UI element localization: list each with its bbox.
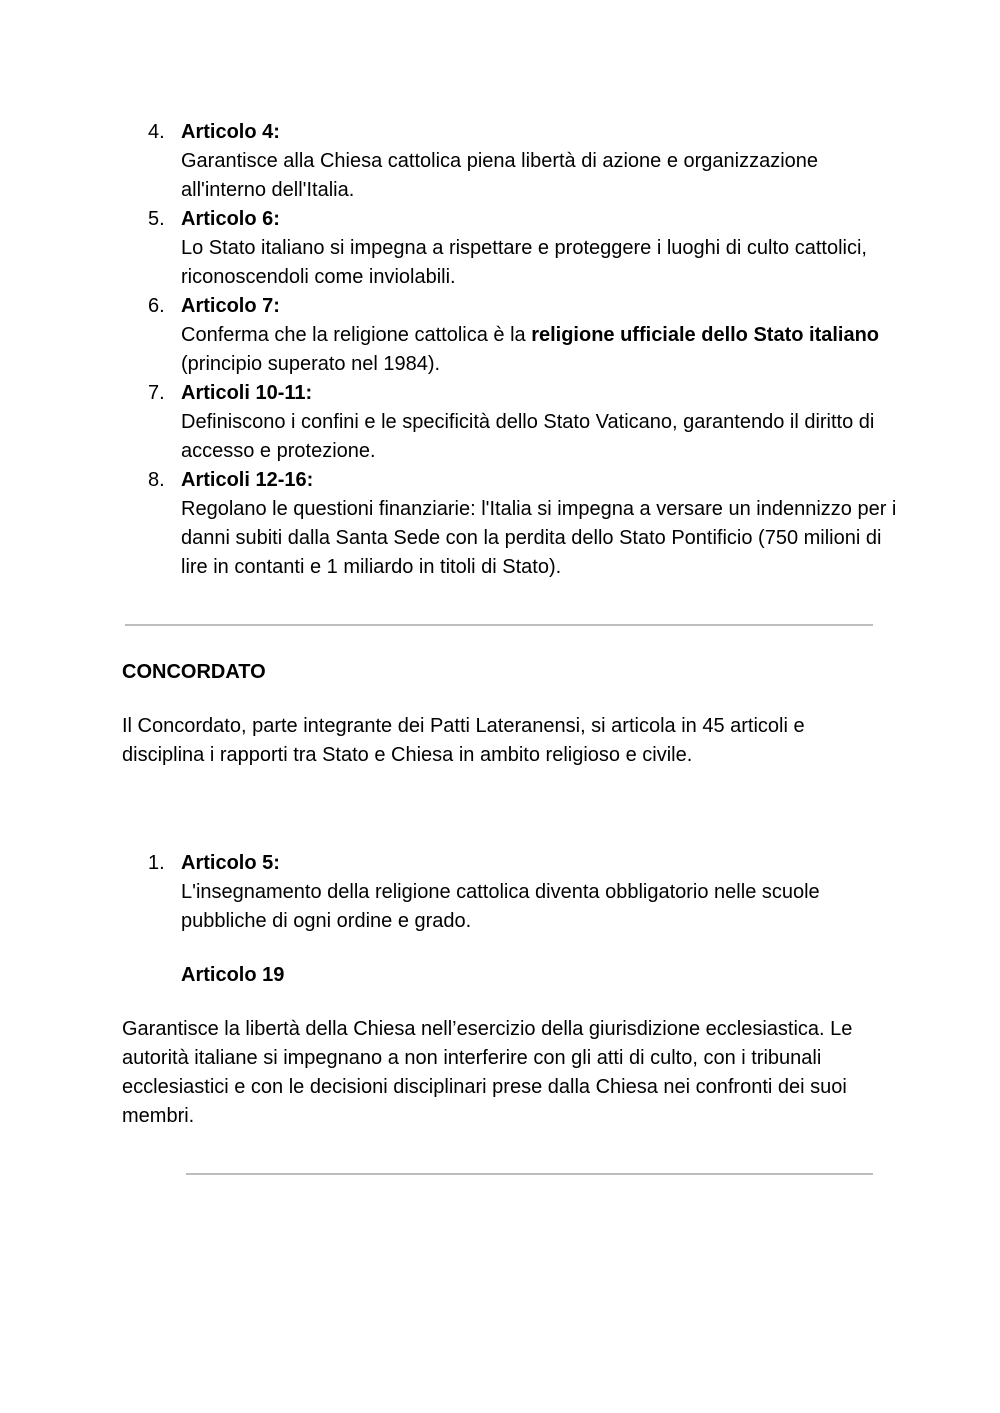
list-number: 8.	[148, 469, 165, 491]
list-number: 6.	[148, 295, 165, 317]
article-19-paragraph: Garantisce la libertà della Chiesa nell’esercizio della giurisdizione ecclesiastica. Le autorità italiane si impegnano a non interferire con gli atti di culto, con i tribunali ecclesiastici e con le decisioni disciplinari prese dalla Chiesa nei confronti dei suoi membri.	[122, 1018, 853, 1127]
article-title: Articoli 10-11:	[181, 382, 313, 404]
list-item	[122, 849, 902, 936]
list-item	[122, 379, 902, 466]
article-title: Articolo 7:	[181, 295, 280, 317]
list-item	[122, 205, 902, 292]
list-number: 4.	[148, 121, 165, 143]
article-text	[181, 321, 902, 379]
patti-article-list	[122, 118, 902, 582]
article-text-emphasis: religione ufficiale dello Stato italiano	[531, 324, 880, 346]
article-text: Definiscono i confini e le specificità dello Stato Vaticano, garantendo il diritto di accesso e protezione.	[181, 411, 875, 462]
section-intro-paragraph: Il Concordato, parte integrante dei Patti Lateranensi, si articola in 45 articoli e disciplina i rapporti tra Stato e Chiesa in ambito religioso e civile.	[122, 715, 805, 766]
concordato-article-list	[122, 849, 902, 936]
article-title: Articolo 5:	[181, 852, 280, 874]
article-title: Articolo 6:	[181, 208, 280, 230]
list-item	[122, 466, 902, 582]
list-number: 5.	[148, 208, 165, 230]
list-item	[122, 292, 902, 379]
article-text: Lo Stato italiano si impegna a rispettare e proteggere i luoghi di culto cattolici, riconoscendoli come inviolabili.	[181, 237, 867, 288]
article-text: Regolano le questioni finanziarie: l'Italia si impegna a versare un indennizzo per i danni subiti dalla Santa Sede con la perdita dello Stato Pontificio (750 milioni di lire in contanti e 1 miliardo in titoli di Stato).	[181, 498, 897, 578]
list-item	[122, 118, 902, 205]
article-text-part: (principio superato nel 1984).	[181, 353, 441, 375]
list-number: 7.	[148, 382, 165, 404]
article-text: L'insegnamento della religione cattolica diventa obbligatorio nelle scuole pubbliche di ogni ordine e grado.	[181, 881, 820, 932]
article-title: Articolo 4:	[181, 121, 280, 143]
article-19-title: Articolo 19	[181, 964, 285, 986]
list-number: 1.	[148, 852, 165, 874]
horizontal-divider	[186, 1173, 873, 1175]
article-text-part: Conferma che la religione cattolica è la	[181, 324, 532, 346]
article-text: Garantisce alla Chiesa cattolica piena libertà di azione e organizzazione all'interno dell'Italia.	[181, 150, 819, 201]
section-heading: CONCORDATO	[122, 661, 266, 683]
horizontal-divider	[125, 624, 873, 626]
article-title: Articoli 12-16:	[181, 469, 314, 491]
